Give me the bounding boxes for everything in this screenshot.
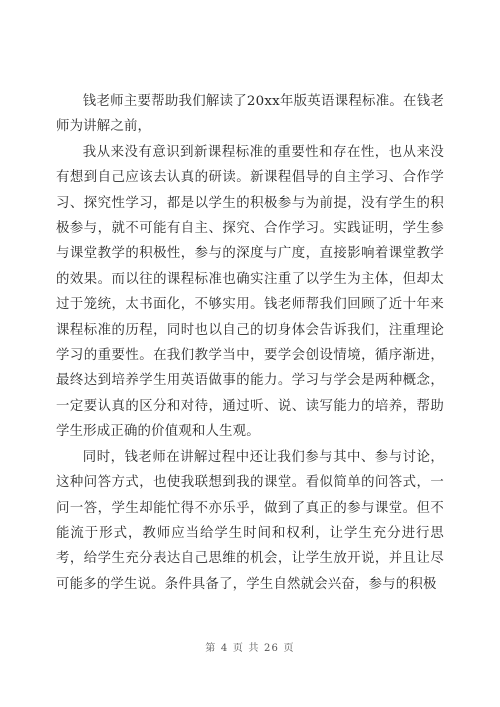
paragraph-curriculum-reflection: 我从来没有意识到新课程标准的重要性和存在性，也从来没有想到自己应该去认真的研读。新课程倡导的自主学习、合作学习、探究性学习，都是以学生的积极参与为前提，没有学生的积极参与，就不可能有自主、探究、合作学习。实践证明，学生参与课堂教学的积极性，参与的深度与广度，直接影响着课堂教学的效果。而以往的课程标准也确实注重了以学生为主体，但却太过于笼统，太书面化，不够实用。钱老师帮我们回顾了近十年来课程标准的历程，同时也以自己的切身体会告诉我们，注重理论学习的重要性。在我们教学当中，要学会创设情境，循序渐进，最终达到培养学生用英语做事的能力。学习与学会是两种概念，一定要认真的区分和对待，通过听、说、读写能力的培养，帮助学生形成正确的价值观和人生观。 xyxy=(56,144,444,440)
document-body xyxy=(56,89,444,597)
paragraph-intro: 钱老师主要帮助我们解读了20xx年版英语课程标准。在钱老师为讲解之前， xyxy=(56,94,444,135)
paragraph-classroom-participation: 同时，钱老师在讲解过程中还让我们参与其中、参与讨论，这种问答方式，也使我联想到我的课堂。看似简单的问答式，一问一答，学生却能忙得不亦乐乎，做到了真正的参与课堂。但不能流于形式，教师应当给学生时间和权利，让学生充分进行思考，给学生充分表达自己思维的机会，让学生放开说，并且让尽可能多的学生说。条件具备了，学生自然就会兴奋，参与的积极 xyxy=(56,449,444,592)
page-number-footer: 第 4 页 共 26 页 xyxy=(205,643,295,654)
